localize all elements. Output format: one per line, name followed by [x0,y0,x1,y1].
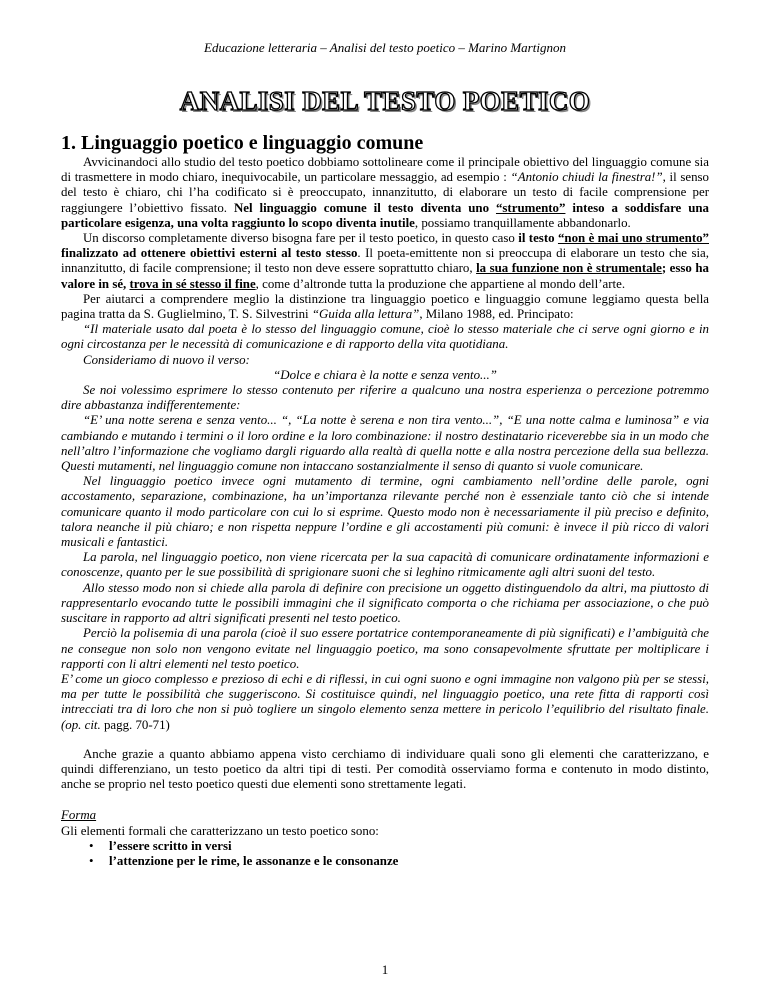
bold-underline-text: trova in sé stesso il fine [129,276,256,291]
text-run: . Il poeta-emittente non si preoccupa di elaborare un testo che sia, innanzitutto, di facile comprensione; il testo non deve essere soprattutto chiaro, [61,246,709,276]
forma-list [61,839,709,869]
text-run: Per aiutarci a comprendere meglio la distinzione tra linguaggio poetico e linguaggio comune leggiamo questa bella pagina tratta da S. Guglielmino, T. S. Silvestrini [61,291,709,322]
quote-paragraph: “E’ una notte serena e senza vento... “, “La notte è serena e non tira vento...”, “E una notte calma e luminosa” e via cambiando e mutando i termini o il loro ordine e la loro combinazione: il nostro destinatario riceverebbe sia in un modo che nell’altro l’informazione che vogliamo dargli riguardo alla realtà di quella notte e alla nostra percezione della sua bellezza. Questi mutamenti, nel linguaggio comune non intaccano sostanzialmente il senso di quanto si vuole comunicare. [61,413,709,474]
page-number: 1 [381,962,389,977]
quote-paragraph: Nel linguaggio poetico invece ogni mutamento di termine, ogni cambiamento nell’ordine delle parole, ogni accostamento, separazione, combinazione, ha un’importanza rilevante perché non è essenziale tanto ciò che si intende comunicare quanto il modo particolare con cui lo si esprime. Questo modo non è necessariamente il più preciso e definito, talora neanche il più chiaro; e non rispetta neppure l’ordine e gli accostamenti più comuni: è invece il più ricco di valori musicali e fantastici. [61,474,709,550]
text-run: , il senso del testo è chiaro, chi l’ha codificato si è preoccupato, innanzitutto, di elaborare un testo di facile comprensione per raggiungere l’obiettivo fissato. [61,170,710,215]
document-title: ANALISI DEL TESTO POETICO [179,86,591,116]
bold-underline-text: “non è mai uno strumento” [557,231,709,246]
forma-intro: Gli elementi formali che caratterizzano un testo poetico sono: [61,823,379,838]
bold-text: finalizzato ad ottenere obiettivi esterni al testo stesso [61,246,358,261]
quote-paragraph: Allo stesso modo non si chiede alla parola di definire con precisione un oggetto distinguendolo da altri, ma piuttosto di rappresentarlo evocando tutte le possibili immagini che il significato comporta o che richiama per associazione, o che può suscitare in rapporto ad altri significati presenti nel testo poetico. [61,580,709,626]
paragraph-linguaggio-comune [61,155,709,231]
body-text [61,155,709,869]
spacer [61,792,709,808]
section-heading: 1. Linguaggio poetico e linguaggio comune [61,132,424,154]
bold-text: inteso a soddisfare una particolare esigenza, una volta raggiunto lo scopo diventa inutile [61,200,709,230]
citation-label: (op. cit. [61,717,101,732]
quote-paragraph: Perciò la polisemia di una parola (cioè il suo essere portatrice contemporaneamente di più significati) e l’ambiguità che ne consegue non solo non vengono evitate nel linguaggio poetico, ma sono consapevolmente sfruttate per moltiplicare i rapporti con li altri elementi nel testo poetico. [61,626,709,671]
quote-paragraph: Consideriamo di nuovo il verso: [83,352,250,367]
quote-paragraph: Se noi volessimo esprimere lo stesso contenuto per riferire a qualcuno una nostra esperienza o percezione potremmo dire abbastanza indifferentemente: [61,383,709,413]
bold-text: ; esso ha valore in sé, [61,261,709,291]
quote-paragraph: La parola, nel linguaggio poetico, non viene ricercata per la sua capacità di comunicare ordinatamente informazioni e conoscenze, quanto per le sue possibilità di sprigionare suoni che si leghino ritmicamente agli altri suoni del testo. [61,550,709,580]
bold-text: Nel linguaggio comune il testo diventa uno [233,200,496,215]
quoted-verse: “Dolce e chiara è la notte e senza vento...” [273,367,497,382]
text-run: Un discorso completamente diverso bisogna fare per il testo poetico, in questo caso [83,231,519,246]
spacer [61,733,709,747]
running-header: Educazione letteraria – Analisi del testo poetico – Marino Martignon [204,40,566,55]
text-run: , Milano 1988, ed. Principato: [419,307,574,322]
quote-paragraph [61,672,709,733]
text-run: E’ come un gioco complesso e prezioso di echi e di riflessi, in cui ogni suono e ogni immagine non valgono più per se stessi, ma per tutte le possibilità che suggeriscono. Si costituisce quindi, nel linguaggio poetico, una rete fitta di rapporti così intrecciati tra di loro che non si può togliere un singolo elemento senza mettere in pericolo l’equilibrio del risultato finale. [61,671,709,717]
paragraph-elementi: Anche grazie a quanto abbiamo appena visto cerchiamo di individuare quali sono gli elementi che caratterizzano, e quindi differenziano, un testo poetico da altri tipi di testi. Per comodità osserviamo forma e contenuto in modo distinto, anche se proprio nel testo poetico questi due elementi sono strettamente legati. [61,746,709,792]
book-title: “Guida alla lettura” [311,307,420,322]
citation-pages: pagg. 70-71) [100,717,170,732]
bold-underline-text: la sua funzione non è strumentale [476,261,662,276]
paragraph-source [61,292,709,322]
example-quote: “Antonio chiudi la finestra!” [510,170,663,185]
list-item: • l’essere scritto in versi [109,839,709,854]
bold-text: il testo [518,231,558,246]
bold-underline-text: “strumento” [495,200,566,215]
list-item: • l’attenzione per le rime, le assonanze e le consonanze [109,854,709,869]
text-run: , possiamo tranquillamente abbandonarlo. [414,215,631,230]
subheading-forma: Forma [61,808,97,823]
paragraph-testo-poetico [61,231,709,292]
text-run: , come d’altronde tutta la produzione che appartiene al mondo dell’arte. [255,276,626,291]
text-run: Avvicinandoci allo studio del testo poetico dobbiamo sottolineare come il principale obiettivo del linguaggio comune sia di trasmettere in modo chiaro, inequivocabile, un particolare messaggio, ad esempio : [61,155,709,185]
quote-paragraph: “Il materiale usato dal poeta è lo stesso del linguaggio comune, cioè lo stesso materiale che ci serve ogni giorno e in ogni circostanza per le necessità di comunicazione e di rapporto della vita quotidiana. [61,322,709,352]
